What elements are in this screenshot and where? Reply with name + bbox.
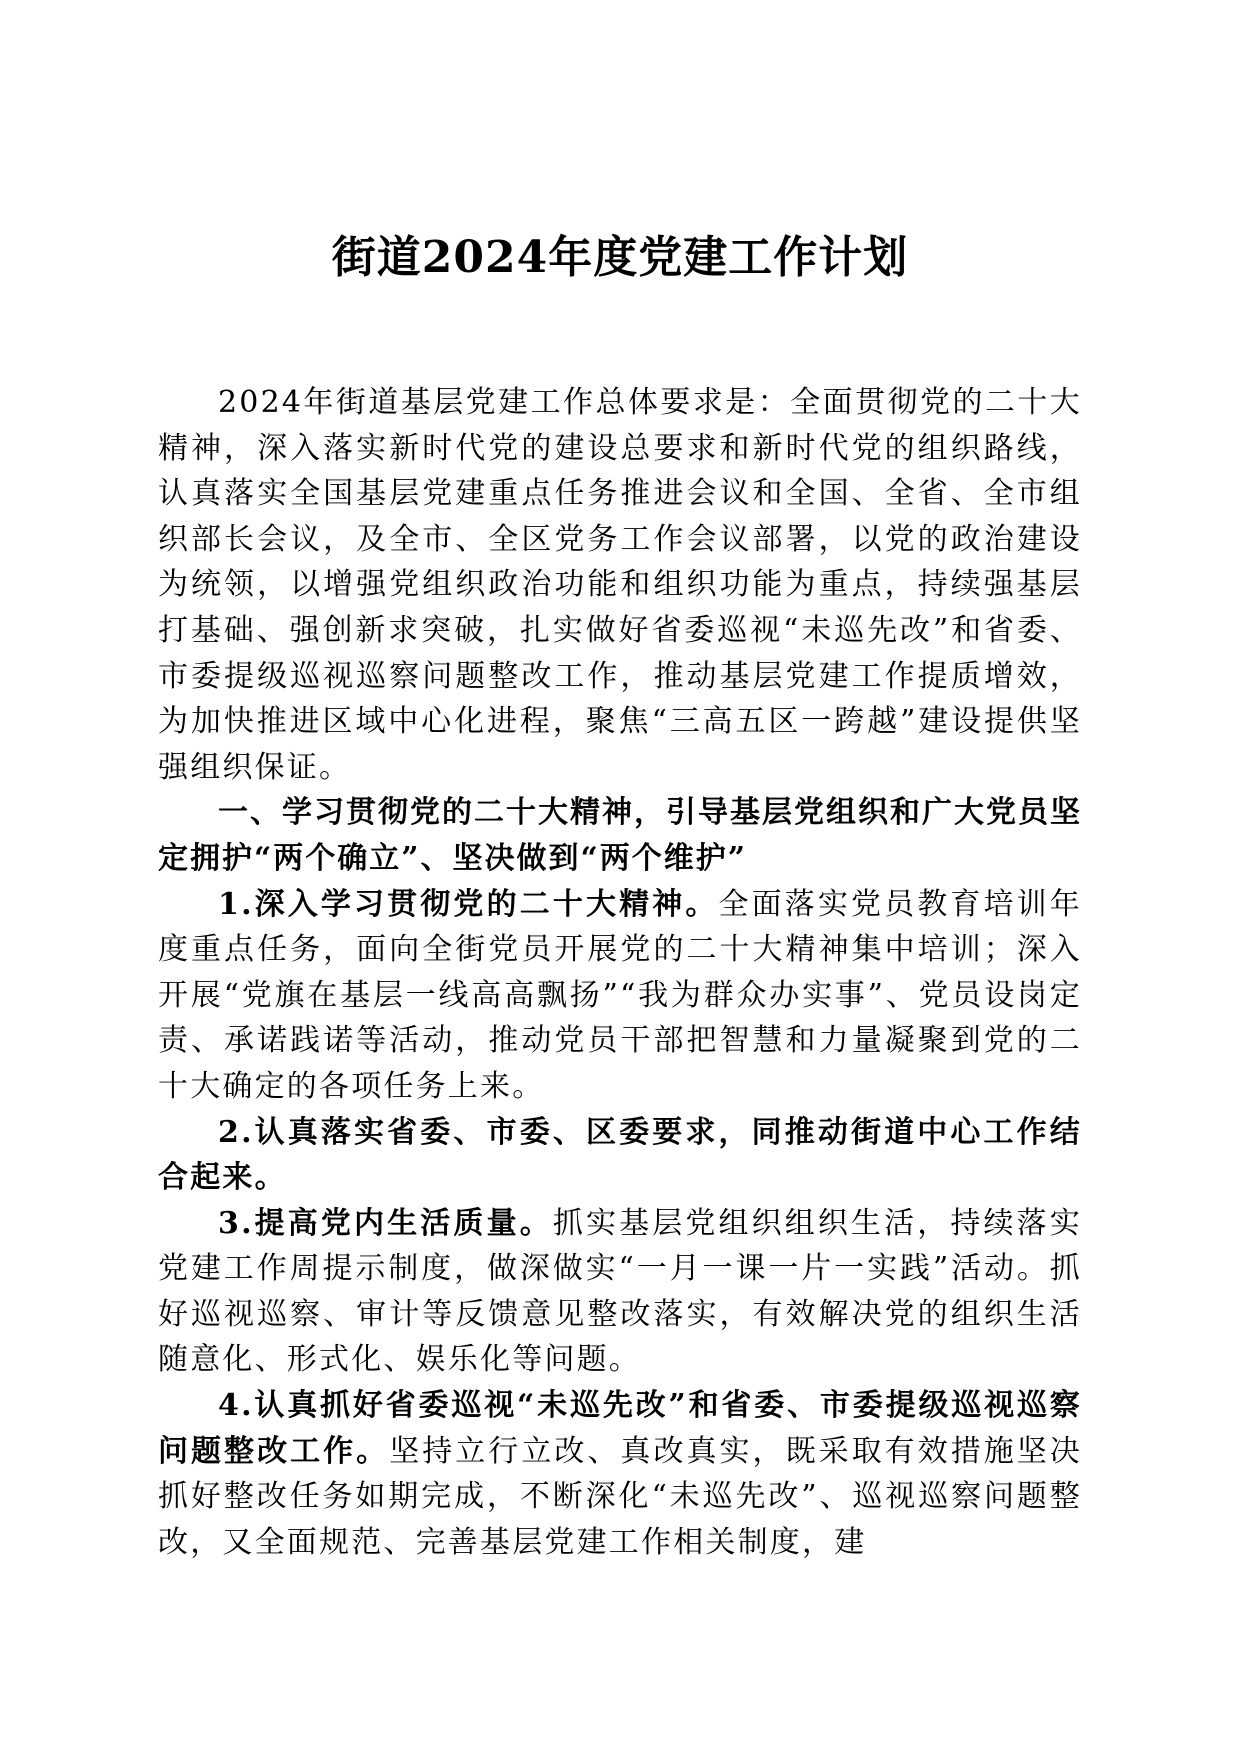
item-1-paragraph (158, 882, 1082, 1110)
item-4-lead: 4.认真抓好省委巡视“未巡先改”和省委、市委提级巡视巡察问题整改工作。 (158, 1388, 1082, 1469)
document-body (158, 380, 1082, 1565)
item-3-lead: 3.提高党内生活质量。 (218, 1205, 553, 1241)
item-3-paragraph (158, 1201, 1082, 1383)
item-2-lead: 2.认真落实省委、市委、区委要求，同推动街道中心工作结合起来。 (158, 1114, 1082, 1196)
document-title: 街道2024年度党建工作计划 (331, 232, 909, 283)
item-1-lead: 1.深入学习贯彻党的二十大精神。 (218, 886, 719, 922)
section-1-heading: 一、学习贯彻党的二十大精神，引导基层党组织和广大党员坚定拥护“两个确立”、坚决做到“两个维护” (158, 795, 1082, 876)
item-4-paragraph (158, 1383, 1082, 1565)
item-2-paragraph (158, 1110, 1082, 1201)
intro-paragraph: 2024年街道基层党建工作总体要求是：全面贯彻党的二十大精神，深入落实新时代党的建设总要求和新时代党的组织路线，认真落实全国基层党建重点任务推进会议和全国、全省、全市组织部长会议，及全市、全区党务工作会议部署，以党的政治建设为统领，以增强党组织政治功能和组织功能为重点，持续强基层打基础、强创新求突破，扎实做好省委巡视“未巡先改”和省委、市委提级巡视巡察问题整改工作，推动基层党建工作提质增效，为加快推进区域中心化进程，聚焦“三高五区一跨越”建设提供坚强组织保证。 (158, 385, 1082, 785)
item-3-text: 抓实基层党组织组织生活，持续落实党建工作周提示制度，做深做实“一月一课一片一实践”活动。抓好巡视巡察、审计等反馈意见整改落实，有效解决党的组织生活随意化、形式化、娱乐化等问题。 (158, 1205, 1082, 1378)
item-1-text: 全面落实党员教育培训年度重点任务，面向全街党员开展党的二十大精神集中培训；深入开展“党旗在基层一线高高飘扬”“我为群众办实事”、党员设岗定责、承诺践诺等活动，推动党员干部把智慧和力量凝聚到党的二十大确定的各项任务上来。 (158, 886, 1082, 1104)
item-4-text: 坚持立行立改、真改真实，既采取有效措施坚决抓好整改任务如期完成，不断深化“未巡先改”、巡视巡察问题整改，又全面规范、完善基层党建工作相关制度，建 (158, 1433, 1083, 1560)
